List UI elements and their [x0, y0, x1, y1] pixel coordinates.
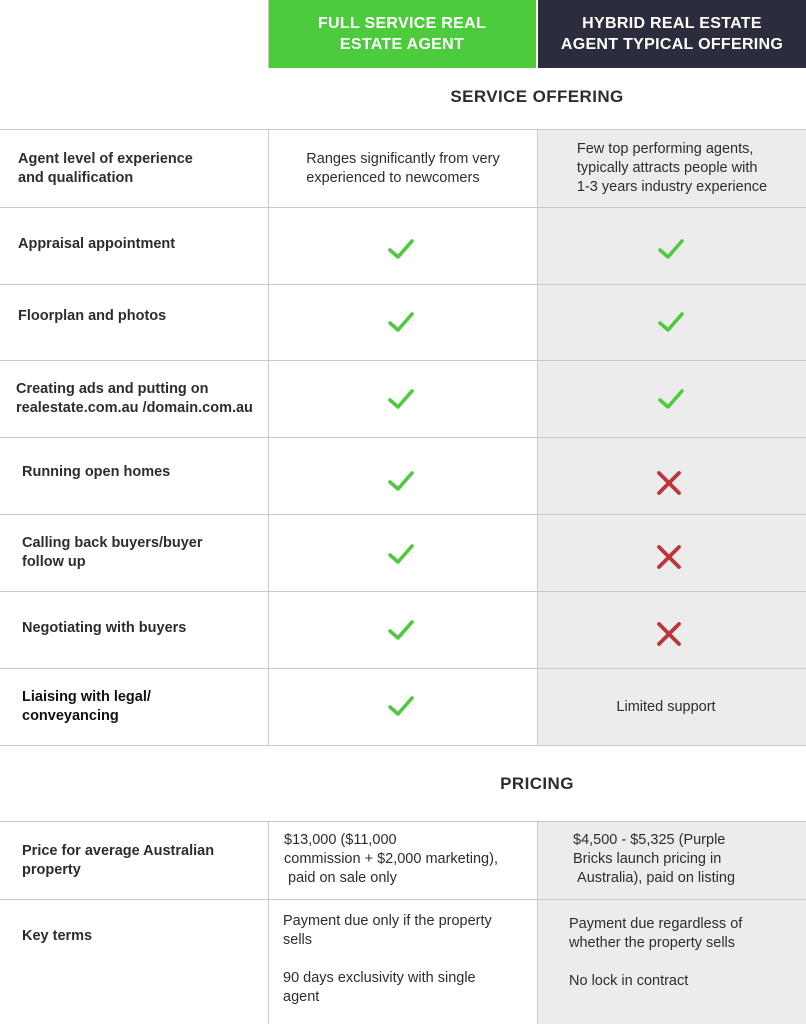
hybrid-liaising: Limited support	[616, 698, 716, 715]
row-label-creating-ads: Creating ads and putting on realestate.com.au /domain.com.au	[16, 381, 253, 416]
check-icon	[656, 234, 686, 264]
pricing-title: PRICING	[500, 774, 574, 793]
hybrid-price: $4,500 - $5,325 (Purple Bricks launch pricing in Australia), paid on listing	[573, 832, 736, 886]
row-label-appraisal: Appraisal appointment	[18, 235, 176, 252]
cross-icon	[654, 542, 684, 572]
check-icon	[386, 466, 416, 496]
row-label-experience: Agent level of experience and qualification	[18, 150, 193, 186]
hybrid-key-terms: Payment due regardless of whether the property sells No lock in contract	[569, 916, 743, 989]
divider	[268, 0, 269, 68]
divider	[268, 130, 269, 745]
check-icon	[656, 384, 686, 414]
row-label-open-homes: Running open homes	[22, 463, 171, 480]
full-service-price: $13,000 ($11,000 commission + $2,000 marketing), paid on sale only	[284, 832, 498, 886]
check-icon	[656, 307, 686, 337]
service-offering-title: SERVICE OFFERING	[450, 87, 624, 106]
check-icon	[386, 307, 416, 337]
row-label-floorplan: Floorplan and photos	[18, 308, 167, 324]
row-label-negotiating: Negotiating with buyers	[22, 619, 187, 636]
row-label-liaising: Liaising with legal/ conveyancing	[22, 689, 151, 724]
full-service-experience: Ranges significantly from very experienced to newcomers	[306, 150, 500, 186]
row-label-calling-back: Calling back buyers/buyer follow up	[22, 535, 203, 570]
check-icon	[386, 234, 416, 264]
full-service-header: FULL SERVICE REAL ESTATE AGENT	[268, 0, 536, 68]
check-icon	[386, 691, 416, 721]
cross-icon	[654, 468, 684, 498]
row-label-key-terms: Key terms	[22, 927, 93, 944]
check-icon	[386, 539, 416, 569]
check-icon	[386, 384, 416, 414]
cross-icon	[654, 619, 684, 649]
check-icon	[386, 615, 416, 645]
divider	[0, 745, 806, 746]
full-service-key-terms: Payment due only if the property sells 90 days exclusivity with single agent	[283, 913, 492, 1005]
hybrid-header: HYBRID REAL ESTATE AGENT TYPICAL OFFERING	[538, 0, 806, 68]
divider	[537, 130, 538, 745]
row-label-price: Price for average Australian property	[22, 842, 215, 878]
hybrid-experience: Few top performing agents, typically attracts people with 1-3 years industry experience	[576, 141, 768, 195]
